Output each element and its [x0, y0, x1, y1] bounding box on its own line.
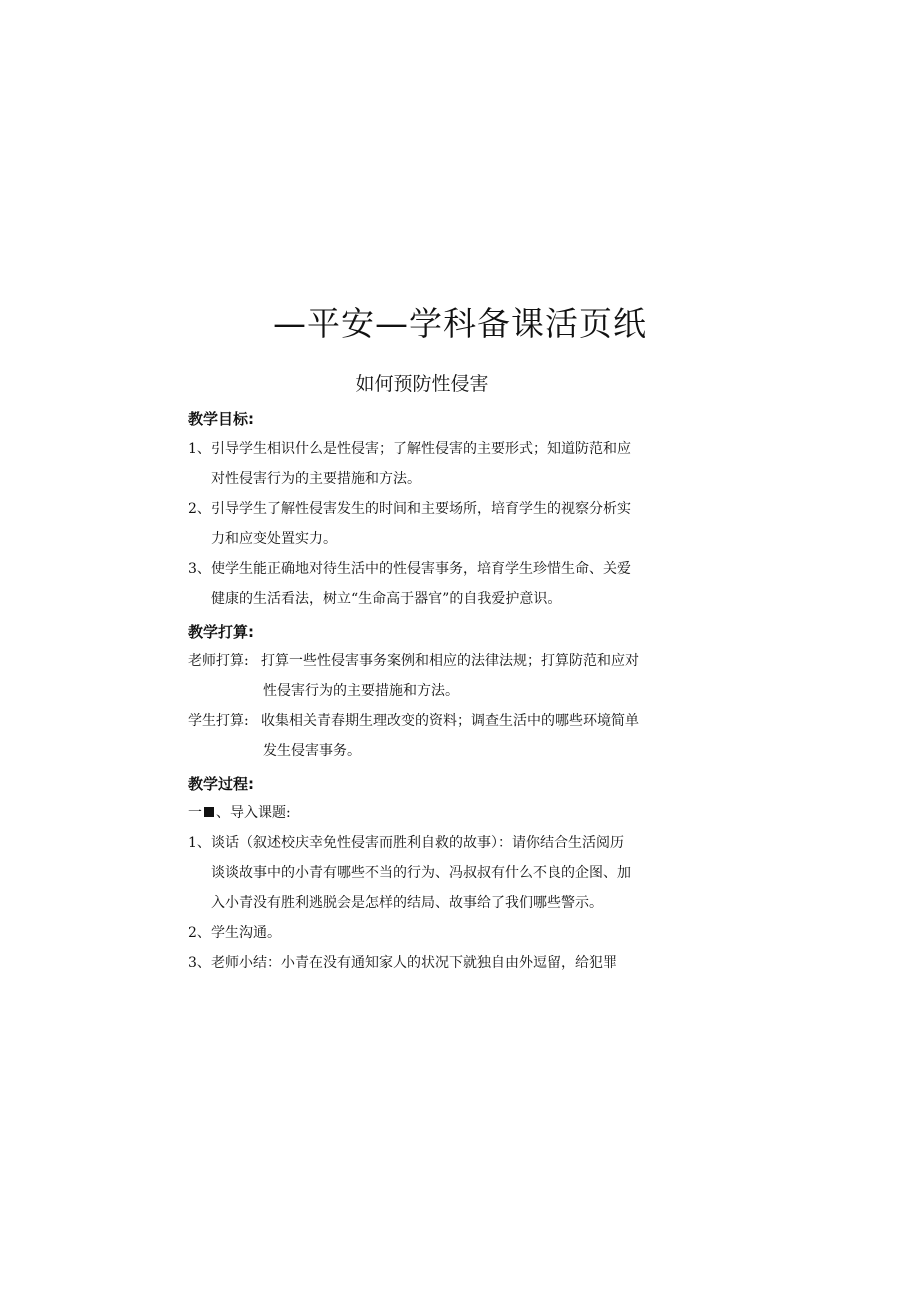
section-label: 、导入课题: [216, 805, 291, 821]
section-one-heading [188, 801, 291, 825]
goal-3-number: 3、 [188, 561, 211, 577]
process-3-number: 3、 [188, 955, 211, 971]
process-2-line-1: 学生沟通。 [211, 925, 281, 941]
teacher-prep-label: 老师打算: [188, 653, 249, 669]
goal-2-line-2: 力和应变处置实力。 [211, 531, 337, 547]
goal-2-line-1: 引导学生了解性侵害发生的时间和主要场所，培育学生的视察分析实 [211, 501, 631, 517]
section-prefix: 一 [188, 805, 202, 821]
goal-2-number: 2、 [188, 501, 211, 517]
document-title: —平安—学科备课活页纸 [273, 304, 647, 343]
process-2-number: 2、 [188, 925, 211, 941]
teacher-prep-line-2: 性侵害行为的主要措施和方法。 [263, 683, 459, 699]
process-3-line-1: 老师小结：小青在没有通知家人的状况下就独自由外逗留，给犯罪 [211, 955, 617, 971]
process-1-line-2: 谈谈故事中的小青有哪些不当的行为、冯叔叔有什么不良的企图、加 [211, 865, 631, 881]
prep-heading: 教学打算: [188, 623, 254, 641]
process-1-number: 1、 [188, 835, 211, 851]
teacher-prep-line-1: 打算一些性侵害事务案例和相应的法律法规；打算防范和应对 [261, 653, 639, 669]
lesson-title: 如何预防性侵害 [355, 373, 489, 395]
goals-heading: 教学目标: [188, 410, 254, 428]
process-1-line-1: 谈话（叙述校庆幸免性侵害而胜利自救的故事）：请你结合生活阅历 [211, 835, 624, 851]
goal-3-line-1: 使学生能正确地对待生活中的性侵害事务，培育学生珍惜生命、关爱 [211, 561, 631, 577]
student-prep-line-1: 收集相关青春期生理改变的资料；调查生活中的哪些环境简单 [261, 713, 639, 729]
black-square-icon [204, 807, 214, 817]
process-heading: 教学过程: [188, 775, 254, 793]
goal-1-number: 1、 [188, 441, 211, 457]
goal-3-line-2: 健康的生活看法，树立“生命高于器官”的自我爱护意识。 [211, 591, 562, 607]
student-prep-label: 学生打算: [188, 713, 249, 729]
student-prep-line-2: 发生侵害事务。 [263, 743, 361, 759]
goal-1-line-1: 引导学生相识什么是性侵害；了解性侵害的主要形式；知道防范和应 [211, 441, 631, 457]
process-1-line-3: 入小青没有胜利逃脱会是怎样的结局、故事给了我们哪些警示。 [211, 895, 603, 911]
goal-1-line-2: 对性侵害行为的主要措施和方法。 [211, 471, 421, 487]
